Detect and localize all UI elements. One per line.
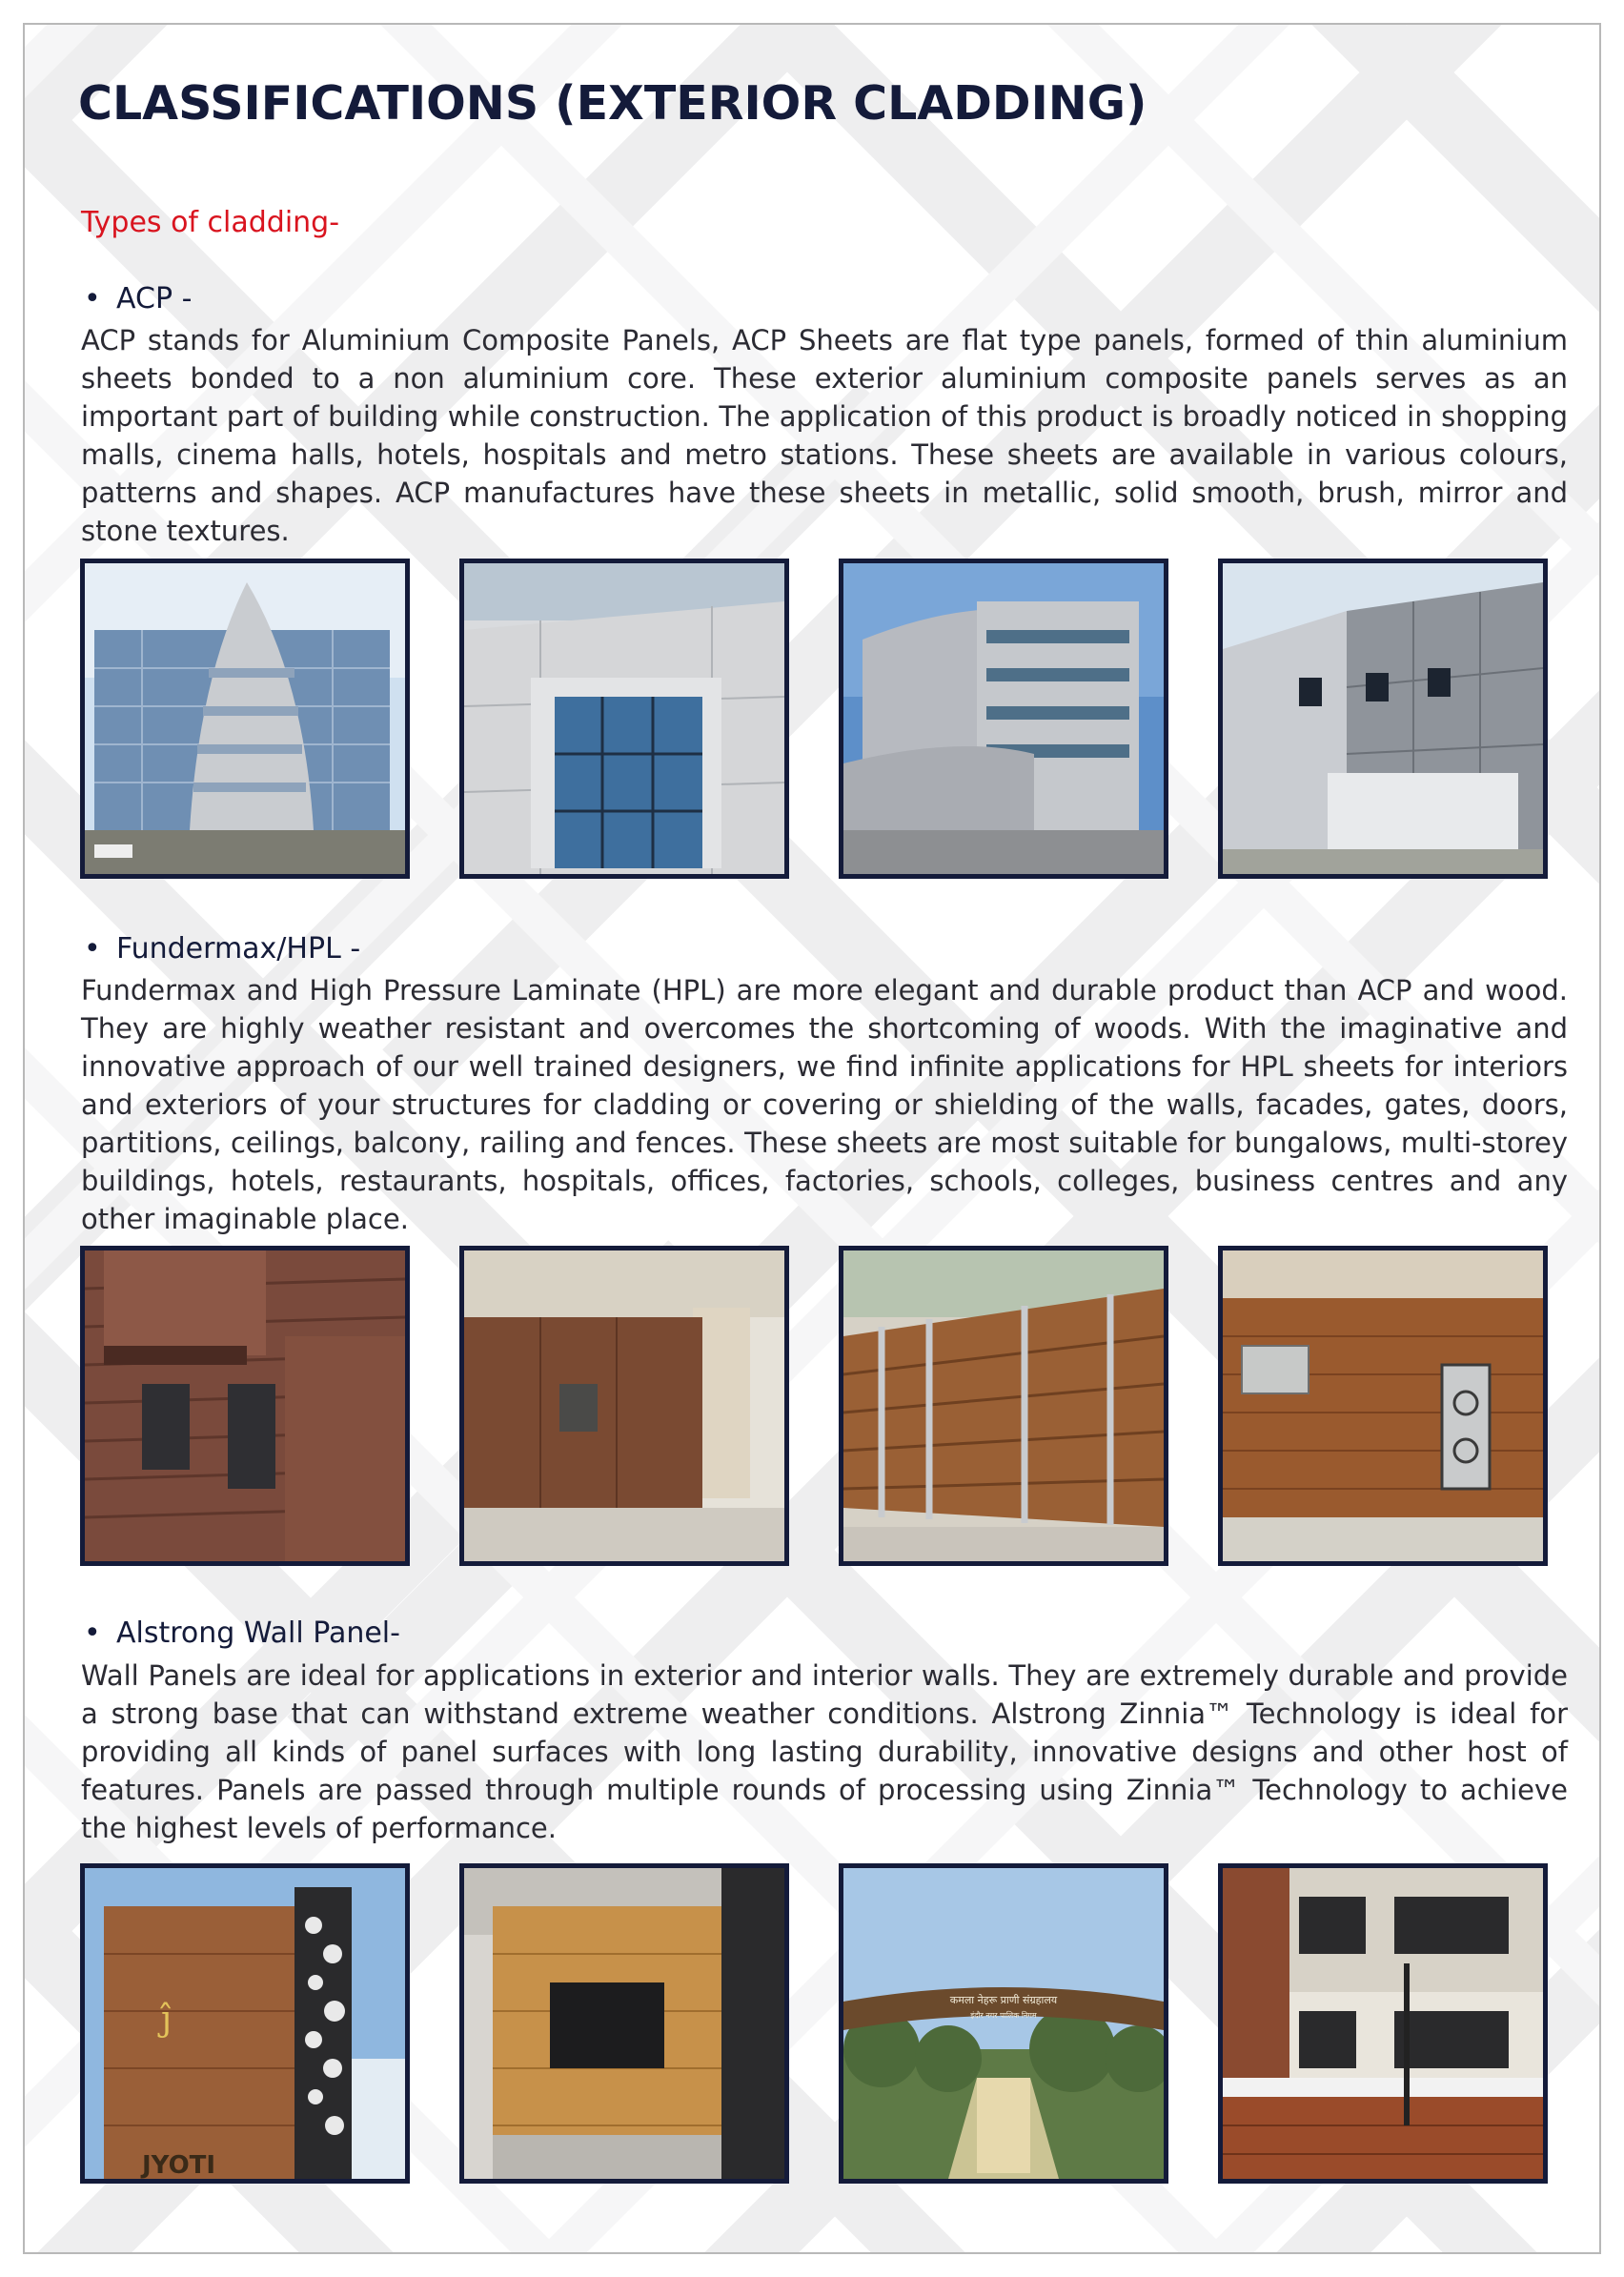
photo-sign-zoo: कमला नेहरू प्राणी संग्रहालय [949,1994,1058,2006]
section-body-alstrong-wall-panel: Wall Panels are ideal for applications in exterior and interior walls. They are extremely durable and provide a strong base that can withstand extreme weather conditions. Alstrong Zinnia™ Technology is ideal for providing all kinds of panel surfaces with long lasting durability, innovative designs and other host of features. Panels are passed through multiple rounds of processing using Zinnia™ Technology to achieve the highest levels of performance. [81,1659,1568,1844]
gallery-alstrong-wall-panel [80,1863,1567,2184]
photo-acp-glass-frame-facade [459,559,789,879]
gallery-fundermax-hpl [80,1246,1567,1566]
page-subtitle: Types of cladding- [81,206,340,239]
logo-mark: ĵ [161,2000,173,2039]
bullet-icon: • [84,282,101,315]
photo-alstrong-jyoti-facade [80,1863,410,2184]
photo-hpl-wood-facade [80,1246,410,1566]
page-title: CLASSIFICATIONS (EXTERIOR CLADDING) [78,76,1147,131]
photo-alstrong-zoo-entrance-arch [839,1863,1168,2184]
section-heading-label: Fundermax/HPL - [116,932,361,966]
section-heading-label: ACP - [116,282,193,315]
bullet-icon: • [84,932,101,966]
section-body-fundermax-hpl: Fundermax and High Pressure Laminate (HPL) are more elegant and durable product than ACP and wood. They are highly weather resistant and overcomes the shortcoming of woods. With the imaginative and innovative approach of our well trained designers, we find infinite applications for HPL sheets for interiors and exteriors of your structures for cladding or covering or shielding of the walls, facades, gates, doors, partitions, ceilings, balcony, railing and fences. These sheets are most suitable for bungalows, multi-storey buildings, hotels, restaurants, hospitals, offices, factories, schools, colleges, business centres and any other imaginable place. [81,974,1568,1235]
section-heading-alstrong-wall-panel [84,1616,400,1650]
photo-acp-curved-glass-tower [80,559,410,879]
photo-hpl-gate-steel-bars [839,1246,1168,1566]
photo-acp-grey-panel-building [1218,559,1548,879]
section-heading-acp [84,282,192,315]
bullet-icon: • [84,1616,101,1650]
photo-alstrong-wood-house [1218,1863,1548,2184]
photo-sign-zoo-sub: इंदौर नगर पालिक निगम [970,2011,1037,2020]
photo-alstrong-yellow-panel-building [459,1863,789,2184]
page-content [25,25,1601,2254]
section-heading-label: Alstrong Wall Panel- [116,1616,400,1650]
page-frame [23,23,1601,2254]
gallery-acp [80,559,1567,879]
photo-acp-curved-office [839,559,1168,879]
section-heading-fundermax-hpl [84,932,360,966]
photo-hpl-wood-gate [459,1246,789,1566]
photo-hpl-wood-wall-grille [1218,1246,1548,1566]
section-body-acp: ACP stands for Aluminium Composite Panels, ACP Sheets are flat type panels, formed of thin aluminium sheets bonded to a non aluminium core. These exterior aluminium composite panels serves as an important part of building while construction. The application of this product is broadly noticed in shopping malls, cinema halls, hotels, hospitals and metro stations. These sheets are available in various colours, patterns and shapes. ACP manufactures have these sheets in metallic, solid smooth, brush, mirror and stone textures. [81,324,1568,547]
photo-sign-jyoti: JYOTI [142,2151,216,2179]
